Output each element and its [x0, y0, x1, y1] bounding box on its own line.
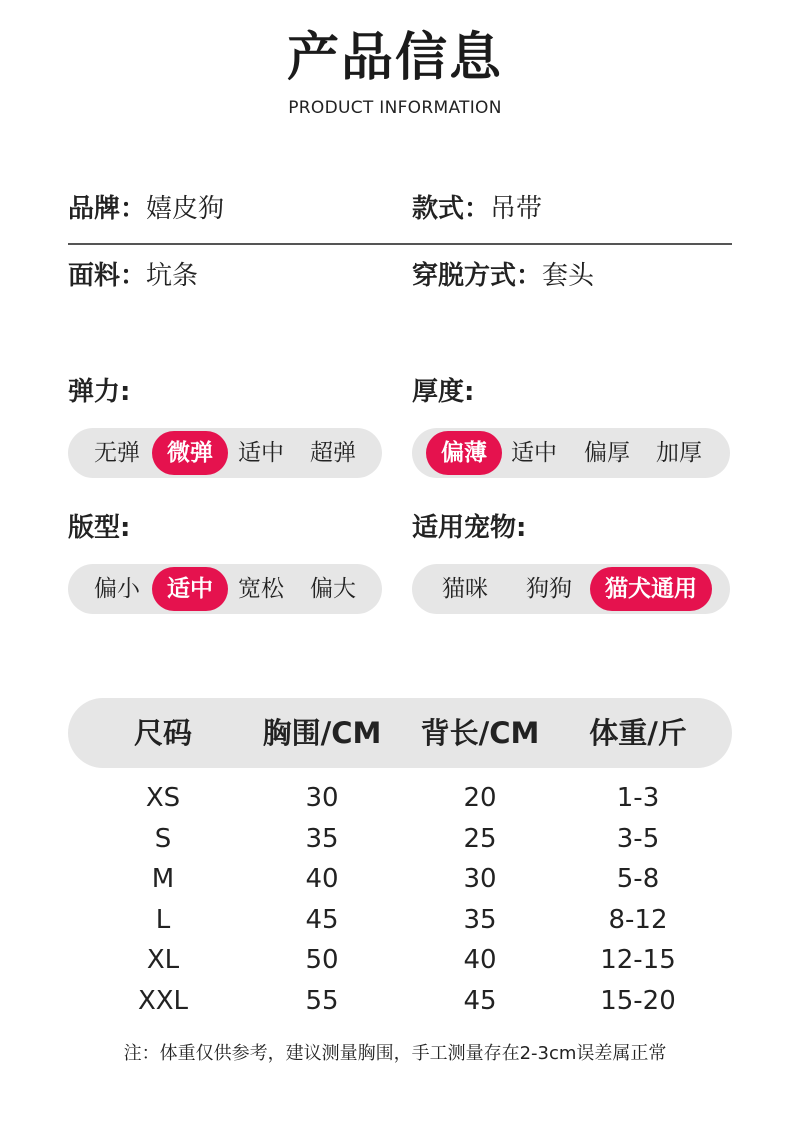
table-cell: 45	[463, 985, 497, 1016]
table-row	[68, 981, 732, 1022]
table-cell: 40	[463, 945, 497, 976]
table-row	[68, 778, 732, 819]
thickness-option-2[interactable]: 偏厚	[584, 440, 630, 466]
info-divider	[68, 243, 732, 245]
elasticity-title: 弹力:	[68, 377, 131, 407]
fit-option-3[interactable]: 偏大	[310, 576, 356, 602]
pet-option-2[interactable]: 猫犬通用	[590, 567, 712, 611]
table-cell: 35	[305, 823, 339, 854]
table-cell: XXL	[137, 985, 189, 1016]
thickness-option-0[interactable]: 偏薄	[426, 431, 502, 475]
table-cell: 3-5	[616, 823, 660, 854]
table-cell: 30	[305, 783, 339, 813]
fit-option-0[interactable]: 偏小	[94, 576, 140, 602]
table-cell: 25	[463, 823, 497, 854]
table-cell: 12-15	[600, 945, 676, 976]
table-cell: 45	[305, 904, 339, 935]
size-table-header-cell: 胸围/CM	[262, 716, 382, 750]
table-cell: 5-8	[616, 864, 660, 895]
fit-selector	[68, 564, 382, 614]
elasticity-option-3[interactable]: 超弹	[310, 440, 356, 466]
table-cell: XL	[146, 945, 180, 976]
size-table-body	[68, 778, 732, 1022]
table-cell: 1-3	[616, 783, 660, 813]
info-style-label: 款式：	[412, 194, 491, 224]
table-cell: 40	[305, 864, 339, 895]
table-cell: L	[155, 904, 171, 935]
table-cell: 55	[305, 985, 339, 1016]
size-table-header	[68, 698, 732, 768]
page-subtitle: PRODUCT INFORMATION	[288, 98, 502, 118]
info-style	[412, 192, 542, 226]
info-wear	[412, 259, 594, 293]
pet-option-0[interactable]: 猫咪	[442, 576, 488, 602]
page-title: 产品信息	[286, 28, 503, 88]
thickness-title: 厚度:	[412, 377, 475, 407]
table-cell: 20	[463, 783, 497, 813]
info-brand-value: 嬉皮狗	[146, 194, 225, 224]
info-brand	[68, 192, 224, 226]
table-row	[68, 819, 732, 860]
info-fabric-label: 面料：	[68, 261, 147, 291]
size-table-header-cell: 背长/CM	[420, 716, 540, 750]
fit-option-1[interactable]: 适中	[152, 567, 228, 611]
info-wear-label: 穿脱方式：	[412, 261, 543, 291]
pet-selector	[412, 564, 730, 614]
elasticity-option-1[interactable]: 微弹	[152, 431, 228, 475]
thickness-option-3[interactable]: 加厚	[656, 440, 702, 466]
thickness-selector	[412, 428, 730, 478]
table-cell: 35	[463, 904, 497, 935]
info-style-value: 吊带	[490, 194, 543, 224]
elasticity-option-2[interactable]: 适中	[238, 440, 284, 466]
pet-title: 适用宠物:	[412, 513, 527, 543]
table-row	[68, 859, 732, 900]
elasticity-selector	[68, 428, 382, 478]
table-row	[68, 940, 732, 981]
size-table-header-cell: 体重/斤	[589, 716, 687, 750]
info-brand-label: 品牌：	[68, 194, 147, 224]
fit-title: 版型:	[68, 513, 131, 543]
table-cell: 50	[305, 945, 339, 976]
table-cell: 15-20	[600, 985, 676, 1016]
table-cell: 30	[463, 864, 497, 895]
table-cell: XS	[145, 783, 181, 813]
table-cell: S	[154, 823, 172, 854]
thickness-option-1[interactable]: 适中	[511, 440, 557, 466]
elasticity-option-0[interactable]: 无弹	[94, 440, 140, 466]
info-wear-value: 套头	[542, 261, 595, 291]
table-row	[68, 900, 732, 941]
size-table-header-cell: 尺码	[133, 716, 192, 750]
measurement-note: 注：体重仅供参考，建议测量胸围，手工测量存在2-3cm误差属正常	[123, 1043, 667, 1064]
fit-option-2[interactable]: 宽松	[238, 576, 284, 602]
table-cell: M	[151, 864, 175, 895]
info-fabric	[68, 259, 198, 293]
table-cell: 8-12	[608, 904, 668, 935]
info-fabric-value: 坑条	[146, 261, 199, 291]
pet-option-1[interactable]: 狗狗	[526, 576, 572, 602]
